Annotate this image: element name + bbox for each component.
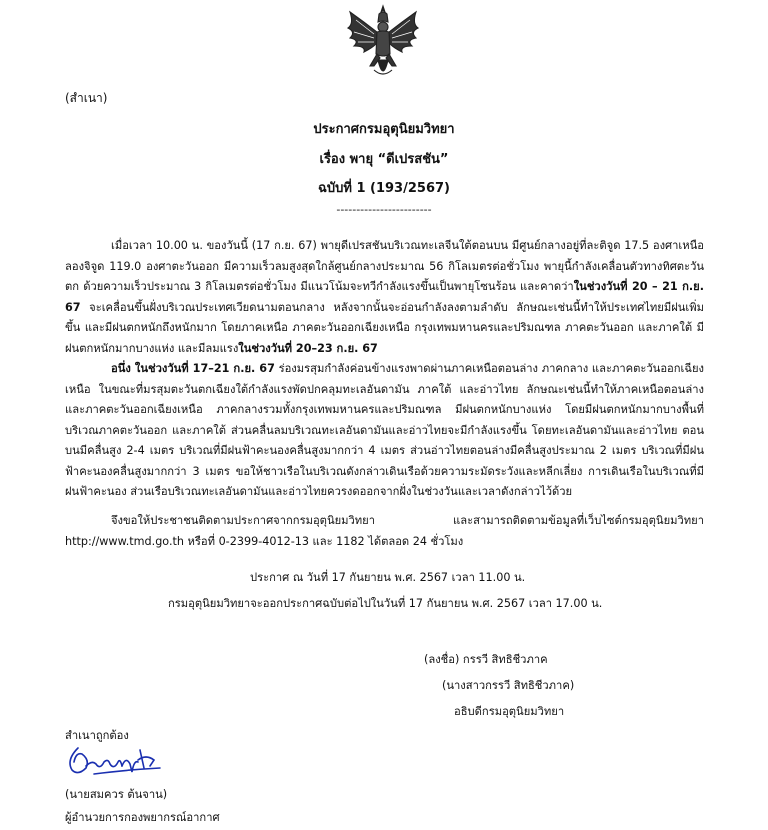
handwritten-signature [64, 740, 172, 782]
title-divider: ------------------------ [336, 203, 432, 216]
signatory-full-name: (นางสาวกรรวี สิทธิชีวภาค) [442, 679, 575, 692]
certifier-name: (นายสมควร ต้นจาน) [65, 788, 168, 801]
signatory-position: อธิบดีกรมอุตุนิยมวิทยา [454, 705, 565, 718]
document-title: ประกาศกรมอุตุนิยมวิทยา [313, 122, 455, 137]
paragraph-advice [65, 511, 704, 552]
paragraph-monsoon [65, 359, 704, 503]
garuda-emblem-icon [344, 4, 422, 84]
issue-number: ฉบับที่ 1 (193/2567) [318, 181, 450, 196]
p1-text-a: เมื่อเวลา 10.00 น. ของวันนี้ (17 ก.ย. 67) พายุดีเปรสชันบริเวณทะเลจีนใต้ตอนบน มีศูนย์กลางอยู่ที่ละติจูด 17.5 องศาเหนือ ลองจิจูด 119.0 องศาตะวันออก มีความเร็วลมสูงสุดใกล้ศูนย์กลางประมาณ 56 กิโลเมตรต่อชั่วโมง พายุนี้กำลังเคลื่อนตัวทางทิศตะวันตก ด้วยความเร็วประมาณ 3 กิโลเมตรต่อชั่วโมง มีแนวโน้มจะทวีกำลังแรงขึ้นเป็นพายุโซนร้อน และคาดว่า [65, 239, 704, 293]
p3-text: จึงขอให้ประชาชนติดตามประกาศจากกรมอุตุนิยมวิทยา และสามารถติดตามข้อมูลที่เว็บไซต์กรมอุตุนิยมวิทยา http://www.tmd.go.th หรือที่ 0-2399-4012-13 และ 1182 ได้ตลอด 24 ชั่วโมง [65, 514, 704, 548]
next-issue-notice: กรมอุตุนิยมวิทยาจะออกประกาศฉบับต่อไปในวันที่ 17 กันยายน พ.ศ. 2567 เวลา 17.00 น. [168, 597, 603, 610]
certifier-position: ผู้อำนวยการกองพยากรณ์อากาศ [65, 811, 220, 824]
certified-copy-label: สำเนาถูกต้อง [65, 729, 129, 742]
p2-text: ร่องมรสุมกำลังค่อนข้างแรงพาดผ่านภาคเหนือตอนล่าง ภาคกลาง และภาคตะวันออกเฉียงเหนือ ในขณะที่มรสุมตะวันตกเฉียงใต้กำลังแรงพัดปกคลุมทะเลอันดามัน ภาคใต้ และอ่าวไทย ลักษณะเช่นนี้ทำให้ภาคเหนือตอนล่าง และภาคตะวันออกเฉียงเหนือ ภาคกลางรวมทั้งกรุงเทพมหานครและปริมณฑล มีฝนตกหนักบางแห่ง โดยมีฝนตกหนักมากบางพื้นที่ บริเวณภาคตะวันออก และภาคใต้ ส่วนคลื่นลมบริเวณทะเลอันดามันและอ่าวไทยจะมีกำลังแรงขึ้น โดยทะเลอันดามันและอ่าวไทย ตอนบนมีคลื่นสูง 2-4 เมตร บริเวณที่มีฝนฟ้าคะนองคลื่นสูงมากกว่า 4 เมตร ส่วนอ่าวไทยตอนล่างมีคลื่นสูงประมาณ 2 เมตร บริเวณที่มีฝนฟ้าคะนองคลื่นสูงมากกว่า 3 เมตร ขอให้ชาวเรือในบริเวณดังกล่าวเดินเรือด้วยความระมัดระวังและหลีกเลี่ยง การเดินเรือในบริเวณที่มีฝนฟ้าคะนอง ส่วนเรือบริเวณทะเลอันดามันและอ่าวไทยควรงดออกจากฝั่งในช่วงวันและเวลาดังกล่าวไว้ด้วย [65, 362, 705, 498]
document-subject: เรื่อง พายุ “ดีเปรสชัน” [319, 152, 449, 167]
p1-strong-wind-period: ในช่วงวันที่ 20–23 ก.ย. 67 [238, 341, 378, 355]
p1-landfall-period: ในช่วงวันที่ 20 – 21 ก.ย. 67 [65, 280, 704, 314]
paragraph-storm-status [65, 236, 704, 359]
p1-text-c: จะเคลื่อนขึ้นฝั่งบริเวณประเทศเวียดนามตอนกลาง หลังจากนั้นจะอ่อนกำลังลงตามลำดับ ลักษณะเช่นนี้ทำให้ประเทศไทยมีฝนเพิ่มขึ้น และมีฝนตกหนักถึงหนักมาก โดยภาคเหนือ ภาคตะวันออกเฉียงเหนือ กรุงเทพมหานครและปริมณฑล ภาคตะวันออก และภาคใต้ มีฝนตกหนักมากบางแห่ง และมีลมแรง [65, 300, 704, 355]
issued-datetime: ประกาศ ณ วันที่ 17 กันยายน พ.ศ. 2567 เวลา 11.00 น. [250, 571, 526, 584]
signed-line: (ลงชื่อ) กรรวี สิทธิชีวภาค [424, 653, 548, 666]
p2-period: อนึ่ง ในช่วงวันที่ 17–21 ก.ย. 67 [111, 362, 275, 375]
copy-label: (สำเนา) [65, 91, 108, 105]
